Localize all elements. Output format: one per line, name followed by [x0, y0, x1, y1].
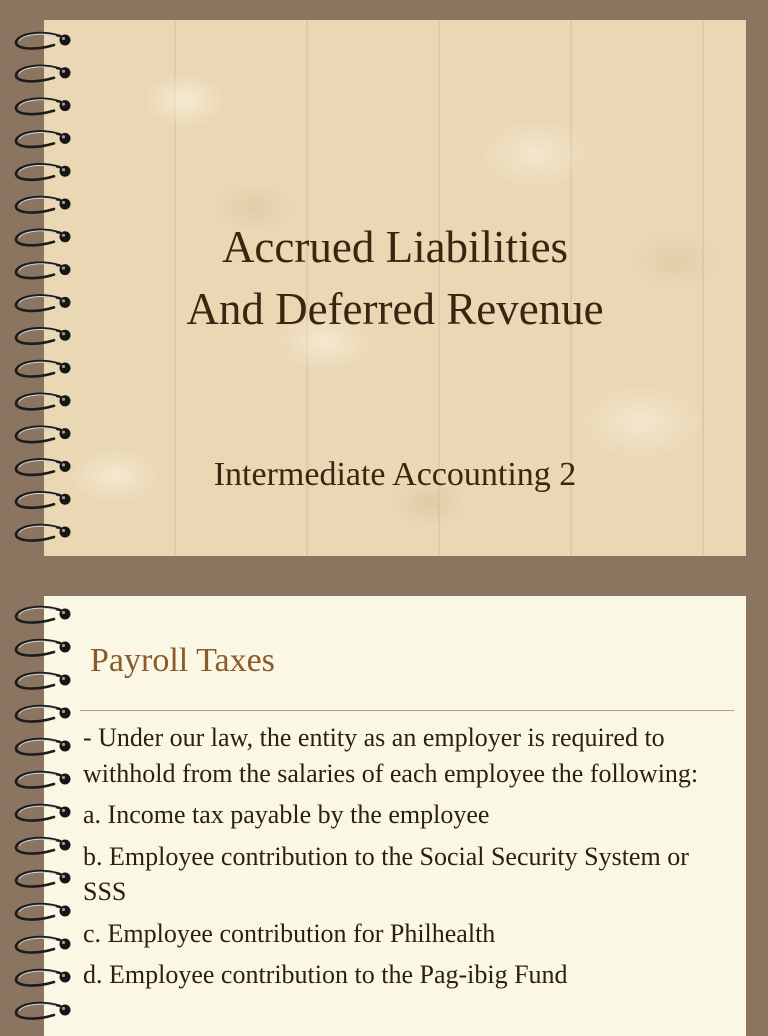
binding-ring-icon — [16, 132, 71, 147]
list-item-c: c. Employee contribution for Philhealth — [83, 918, 496, 948]
binding-ring-icon — [16, 263, 71, 278]
binding-ring-icon — [16, 772, 71, 787]
paragraph-intro: - Under our law, the entity as an employer is required to withhold from the salaries of each employee the following: — [83, 723, 699, 788]
binding-ring-icon — [16, 33, 71, 48]
binding-ring-icon — [16, 673, 71, 688]
binding-ring-icon — [16, 838, 71, 853]
binding-ring-icon — [16, 197, 71, 212]
binding-ring-icon — [16, 492, 71, 507]
spiral-binding — [0, 0, 90, 1024]
binding-ring-icon — [16, 525, 71, 540]
binding-ring-icon — [16, 640, 71, 655]
binding-ring-icon — [16, 361, 71, 376]
binding-ring-icon — [16, 904, 71, 919]
binding-ring-icon — [16, 706, 71, 721]
slide-2 — [44, 596, 746, 1036]
binding-ring-icon — [16, 805, 71, 820]
slide-1-title — [44, 216, 746, 340]
binding-ring-icon — [16, 460, 71, 475]
binding-ring-icon — [16, 427, 71, 442]
slide-2-title: Payroll Taxes — [90, 642, 275, 679]
title-line-2: And Deferred Revenue — [186, 284, 604, 334]
binding-ring-icon — [16, 937, 71, 952]
binding-ring-icon — [16, 164, 71, 179]
slide-2-body — [83, 720, 728, 999]
binding-ring-icon — [16, 296, 71, 311]
binding-ring-icon — [16, 328, 71, 343]
slide-1-subtitle: Intermediate Accounting 2 — [213, 456, 577, 493]
binding-ring-icon — [16, 230, 71, 245]
binding-ring-icon — [16, 739, 71, 754]
title-line-1: Accrued Liabilities — [221, 222, 569, 272]
binding-ring-icon — [16, 970, 71, 985]
list-item-a: a. Income tax payable by the employee — [83, 800, 490, 829]
title-divider — [80, 710, 734, 711]
binding-ring-icon — [16, 871, 71, 886]
binding-ring-icon — [16, 1003, 71, 1018]
binding-ring-icon — [16, 99, 71, 114]
list-item-b: b. Employee contribution to the Social Security System or SSS — [83, 841, 689, 906]
binding-ring-icon — [16, 394, 71, 409]
slide-1 — [44, 20, 746, 556]
binding-ring-icon — [16, 607, 71, 622]
binding-ring-icon — [16, 66, 71, 81]
list-item-d: d. Employee contribution to the Pag-ibig Fund — [83, 960, 568, 989]
